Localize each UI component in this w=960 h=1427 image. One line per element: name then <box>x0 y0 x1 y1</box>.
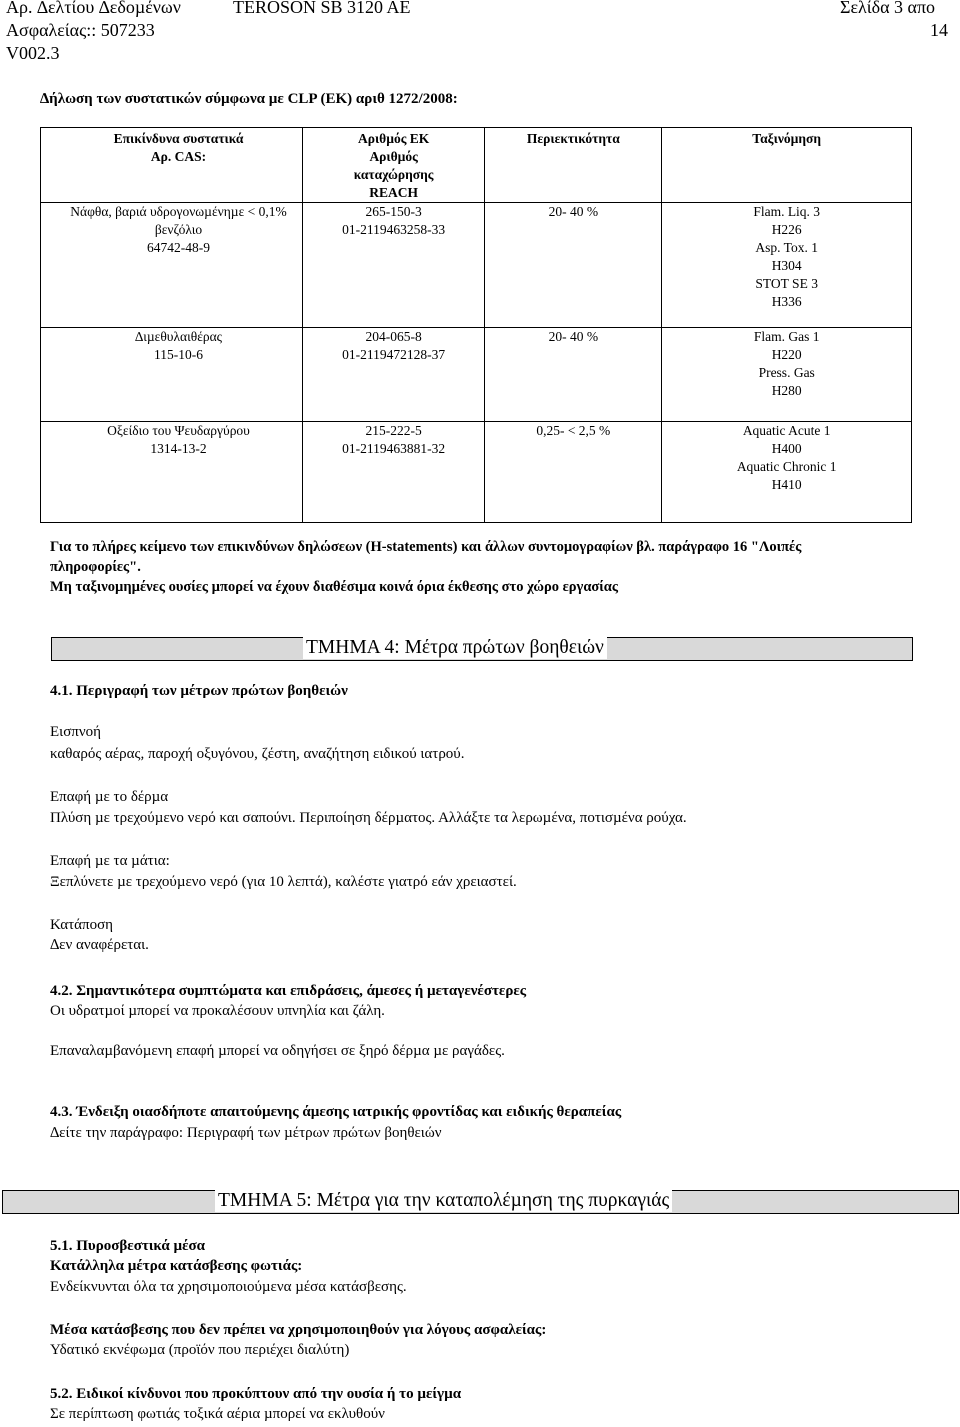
ingestion-label: Κατάποση <box>50 917 114 933</box>
header-cell-ec-number: Αριθµός ΕΚ Αριθµός καταχώρησης REACH <box>303 128 485 203</box>
declaration-title: ∆ήλωση των συστατικών σύµφωνα µε CLP (ΕΚ) αριθ 1272/2008: <box>40 91 458 107</box>
notes-line-3: Μη ταξινοµηµένες ουσίες µπορεί να έχουν διαθέσιµα κοινά όρια έκθεσης στο χώρο εργασίας <box>50 579 619 595</box>
component-ids-cell: 204-065-8 01-2119472128-37 <box>303 328 485 422</box>
section-4-1-heading: 4.1. Περιγραφή των µέτρων πρώτων βοηθειών <box>50 683 348 699</box>
component-concentration-cell: 20- 40 % <box>485 203 662 328</box>
component-concentration-cell: 0,25- < 2,5 % <box>485 422 662 523</box>
inhalation-text: καθαρός αέρας, παροχή οξυγόνου, ζέστη, αναζήτηση ειδικού ιατρού. <box>50 746 465 762</box>
suitable-media-text: Ενδείκνυνται όλα τα χρησιµοποιούµενα µέσα κατάσβεσης. <box>50 1279 407 1295</box>
section-4-3-heading: 4.3. Ένδειξη οιασδήποτε απαιτούµενης άµεσης ιατρικής φροντίδας και ειδικής θεραπείας <box>50 1104 622 1120</box>
section-5-2-heading: 5.2. Ειδικοί κίνδυνοι που προκύπτουν από την ουσία ή το µείγµα <box>50 1386 462 1402</box>
section-5-1-heading: 5.1. Πυροσβεστικά µέσα <box>50 1238 206 1254</box>
component-ids-cell: 265-150-3 01-2119463258-33 <box>303 203 485 328</box>
component-classification-cell: Flam. Liq. 3 H226 Asp. Tox. 1 H304 STOT SE 3 H336 <box>662 203 912 328</box>
skin-contact-label: Επαφή µε το δέρµα <box>50 789 169 805</box>
component-name-cell: Οξείδιο του Ψευδαργύρου 1314-13-2 <box>41 422 303 523</box>
ingestion-text: ∆εν αναφέρεται. <box>50 937 149 953</box>
section-4-title: ΤΜΗΜΑ 4: Μέτρα πρώτων βοηθειών <box>303 637 607 659</box>
section-4-2-heading: 4.2. Σηµαντικότερα συµπτώµατα και επιδράσεις, άµεσες ή µεταγενέστερες <box>50 983 527 999</box>
header-product-name: TEROSON SB 3120 AE <box>233 0 411 17</box>
header-version: V002.3 <box>6 43 60 63</box>
section-4-2-text-2: Επαναλαµβανόµενη επαφή µπορεί να οδηγήσει σε ξηρό δέρµα µε ραγάδες. <box>50 1043 505 1059</box>
section-4-2-text-1: Οι υδρατµοί µπορεί να προκαλέσουν υπνηλία και ζάλη. <box>50 1003 385 1019</box>
header-cell-components: Επικίνδυνα συστατικά Αρ. CAS: <box>41 128 303 203</box>
suitable-media-label: Κατάλληλα µέτρα κατάσβεσης φωτιάς: <box>50 1258 303 1274</box>
table-row <box>41 422 912 523</box>
eye-contact-label: Επαφή µε τα µάτια: <box>50 853 170 869</box>
component-concentration-cell: 20- 40 % <box>485 328 662 422</box>
section-4-3-text: ∆είτε την παράγραφο: Περιγραφή των µέτρων πρώτων βοηθειών <box>50 1125 442 1141</box>
eye-contact-text: Ξεπλύνετε µε τρεχούµενο νερό (για 10 λεπτά), καλέστε γιατρό εάν χρειαστεί. <box>50 874 517 890</box>
inhalation-label: Εισπνοή <box>50 724 101 740</box>
header-cell-classification: Ταξινόµηση <box>662 128 912 203</box>
notes-line-2: πληροφορίες". <box>50 559 141 575</box>
header-doc-label: Αρ. ∆ελτίου ∆εδοµένων <box>6 0 181 17</box>
header-total-pages: 14 <box>930 20 948 40</box>
header-page-label: Σελίδα 3 απο <box>840 0 936 17</box>
section-5-title: ΤΜΗΜΑ 5: Μέτρα για την καταπολέµηση της πυρκαγιάς <box>215 1190 672 1212</box>
component-ids-cell: 215-222-5 01-2119463881-32 <box>303 422 485 523</box>
table-header-row <box>41 128 912 203</box>
table-row <box>41 328 912 422</box>
section-5-2-text: Σε περίπτωση φωτιάς τοξικά αέρια µπορεί να εκλυθούν <box>50 1406 385 1422</box>
table-row <box>41 203 912 328</box>
skin-contact-text: Πλύση µε τρεχούµενο νερό και σαπούνι. Περιποίηση δέρµατος. Αλλάξτε τα λερωµένα, ποτισµένα ρούχα. <box>50 810 687 826</box>
component-name-cell: Νάφθα, βαριά υδρογονωµένηµε < 0,1% βενζόλιο 64742-48-9 <box>41 203 303 328</box>
component-name-cell: ∆ιµεθυλαιθέρας 115-10-6 <box>41 328 303 422</box>
header-cell-concentration: Περιεκτικότητα <box>485 128 662 203</box>
component-classification-cell: Flam. Gas 1 H220 Press. Gas H280 <box>662 328 912 422</box>
components-table <box>40 127 912 523</box>
notes-line-1: Για το πλήρες κείµενο των επικινδύνων δηλώσεων (H-statements) και άλλων συντοµογραφίων βλ. παράγραφο 16 "Λοιπές <box>50 539 802 555</box>
unsuitable-media-text: Υδατικό εκνέφωµα (προϊόν που περιέχει διαλύτη) <box>50 1342 350 1358</box>
component-classification-cell: Aquatic Acute 1 H400 Aquatic Chronic 1 H410 <box>662 422 912 523</box>
header-doc-number: Ασφαλείας:: 507233 <box>6 20 155 40</box>
unsuitable-media-label: Μέσα κατάσβεσης που δεν πρέπει να χρησιµοποιηθούν για λόγους ασφαλείας: <box>50 1322 547 1338</box>
